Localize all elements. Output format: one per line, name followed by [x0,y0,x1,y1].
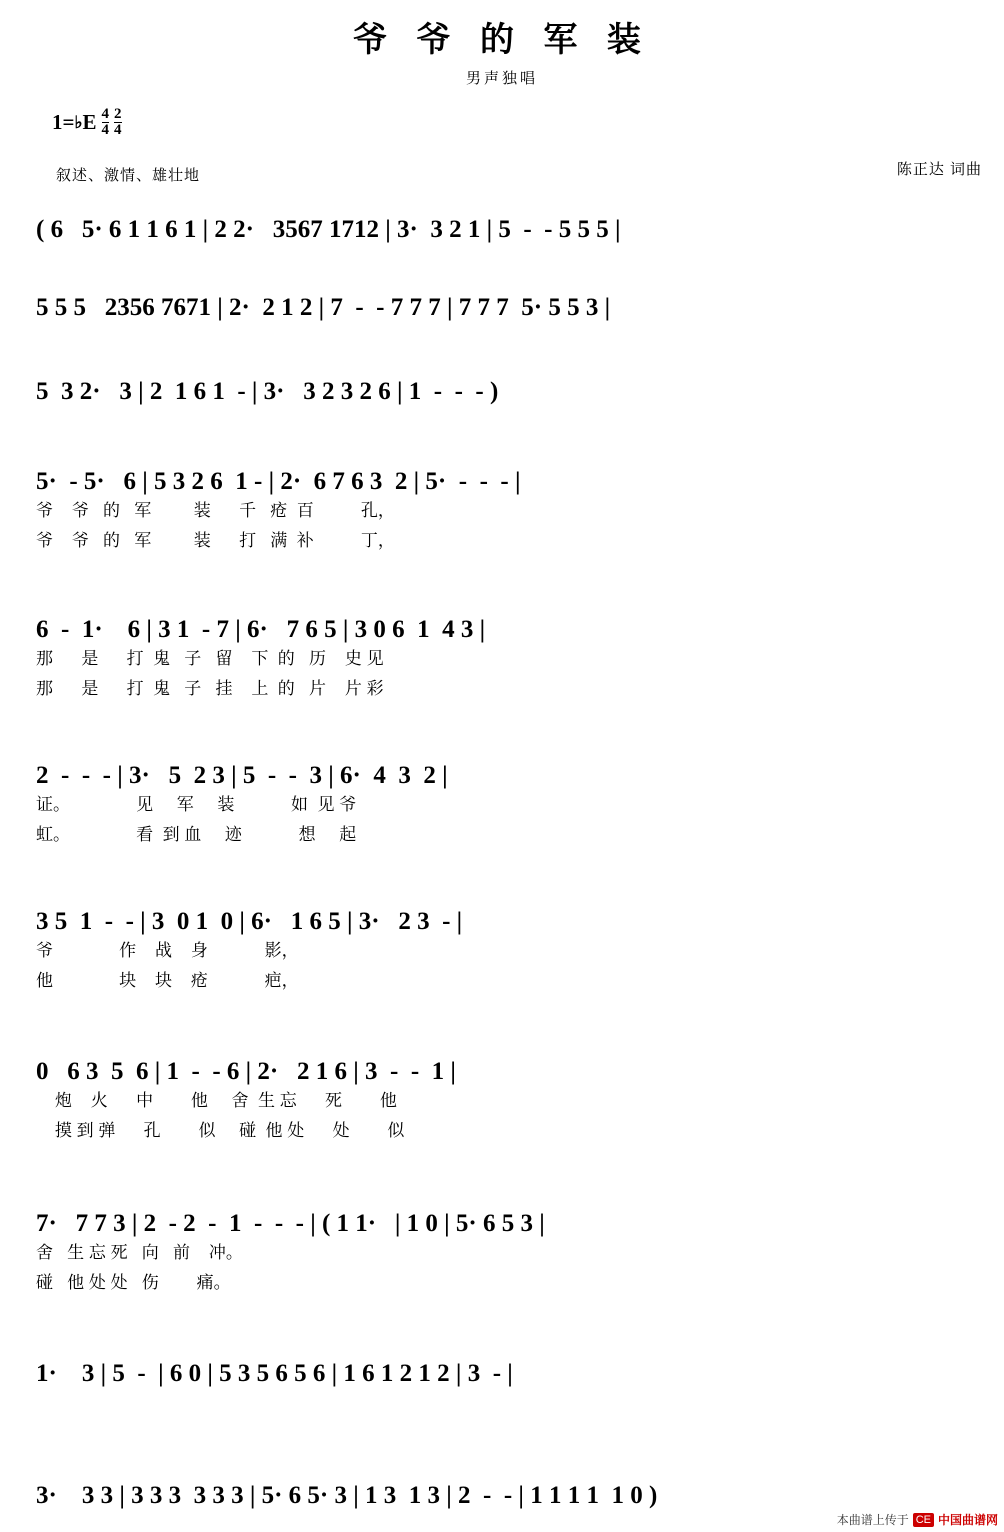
notation-row: 5· - 5· 6 | 5 3 2 6 1 - | 2· 6 7 6 3 2 | 5· - - - | [36,468,521,495]
system-5 [0,598,1004,704]
expression-marking: 叙述、激情、雄壮地 [56,167,201,184]
lyrics-verse-1: 证。 见 军 装 如 见 爷 [36,795,357,814]
system-8 [0,1040,1004,1146]
lyrics-verse-2: 他 块 块 疮 疤， [36,971,299,990]
system-4 [0,450,1004,556]
system-9 [0,1192,1004,1298]
lyrics-verse-2: 虹。 看 到 血 迹 想 起 [36,825,357,844]
notation-row: 5 3 2· 3 | 2 1 6 1 - | 3· 3 2 3 2 6 | 1 - - - ) [36,378,499,405]
notation-row: 2 - - - | 3· 5 2 3 | 5 - - 3 | 6· 4 3 2 | [36,762,448,789]
site-name[interactable]: 中国曲谱网 [937,1513,998,1527]
notation-row: 1· 3 | 5 - | 6 0 | 5 3 5 6 5 6 | 1 6 1 2 1 2 | 3 - | [36,1360,513,1387]
site-logo-icon: CE [913,1513,934,1527]
key-label: 1= [52,110,75,134]
lyrics-verse-1: 舍 生 忘 死 向 前 冲。 [36,1243,243,1262]
flat-icon: ♭ [74,112,83,132]
page-title: 爷 爷 的 军 装 [353,21,651,59]
lyrics-verse-1: 炮 火 中 他 舍 生 忘 死 他 [36,1091,397,1110]
notation-row: ( 6 5· 6 1 1 6 1 | 2 2· 3567 1712 | 3· 3 2 1 | 5 - - 5 5 5 | [36,216,621,243]
lyrics-verse-2: 那 是 打 鬼 子 挂 上 的 片 片 彩 [36,679,384,698]
time-signature-2: $\frac{2}{4}$ [114,106,122,138]
system-11 [0,1464,1004,1510]
key-signature [52,107,122,138]
site-credit-text: 本曲谱上传于 [836,1513,909,1527]
notation-row: 0 6 3 5 6 | 1 - - 6 | 2· 2 1 6 | 3 - - 1 | [36,1058,456,1085]
system-1 [0,198,1004,244]
lyrics-verse-2: 爷 爷 的 军 装 打 满 补 丁， [36,531,395,550]
system-10 [0,1342,1004,1388]
notation-row: 5 5 5 2356 7671 | 2· 2 1 2 | 7 - - 7 7 7 | 7 7 7 5· 5 5 3 | [36,294,611,321]
system-2 [0,276,1004,322]
lyrics-verse-1: 爷 作 战 身 影， [36,941,299,960]
lyrics-verse-2: 碰 他 处 处 伤 痛。 [36,1273,231,1292]
system-3 [0,360,1004,406]
lyrics-verse-1: 爷 爷 的 军 装 千 疮 百 孔， [36,501,395,520]
system-7 [0,890,1004,996]
page-subtitle: 男声独唱 [465,70,538,87]
notation-row: 7· 7 7 3 | 2 - 2 - 1 - - - | ( 1 1· | 1 0 | 5· 6 5 3 | [36,1210,545,1237]
notation-row: 3 5 1 - - | 3 0 1 0 | 6· 1 6 5 | 3· 2 3 - | [36,908,463,935]
system-6 [0,744,1004,850]
sheet-music-page [0,12,1004,1532]
composer-credit: 陈正达 词曲 [896,161,982,178]
lyrics-verse-2: 摸 到 弹 孔 似 碰 他 处 处 似 [36,1121,405,1140]
notation-row: 3· 3 3 | 3 3 3 3 3 3 | 5· 6 5· 3 | 1 3 1 3 | 2 - - | 1 1 1 1 1 0 ) [36,1482,658,1509]
key-letter: E [82,110,97,134]
notation-row: 6 - 1· 6 | 3 1 - 7 | 6· 7 6 5 | 3 0 6 1 4 3 | [36,616,486,643]
lyrics-verse-1: 那 是 打 鬼 子 留 下 的 历 史 见 [36,649,384,668]
time-signature-1: $\frac{4}{4}$ [101,106,110,138]
